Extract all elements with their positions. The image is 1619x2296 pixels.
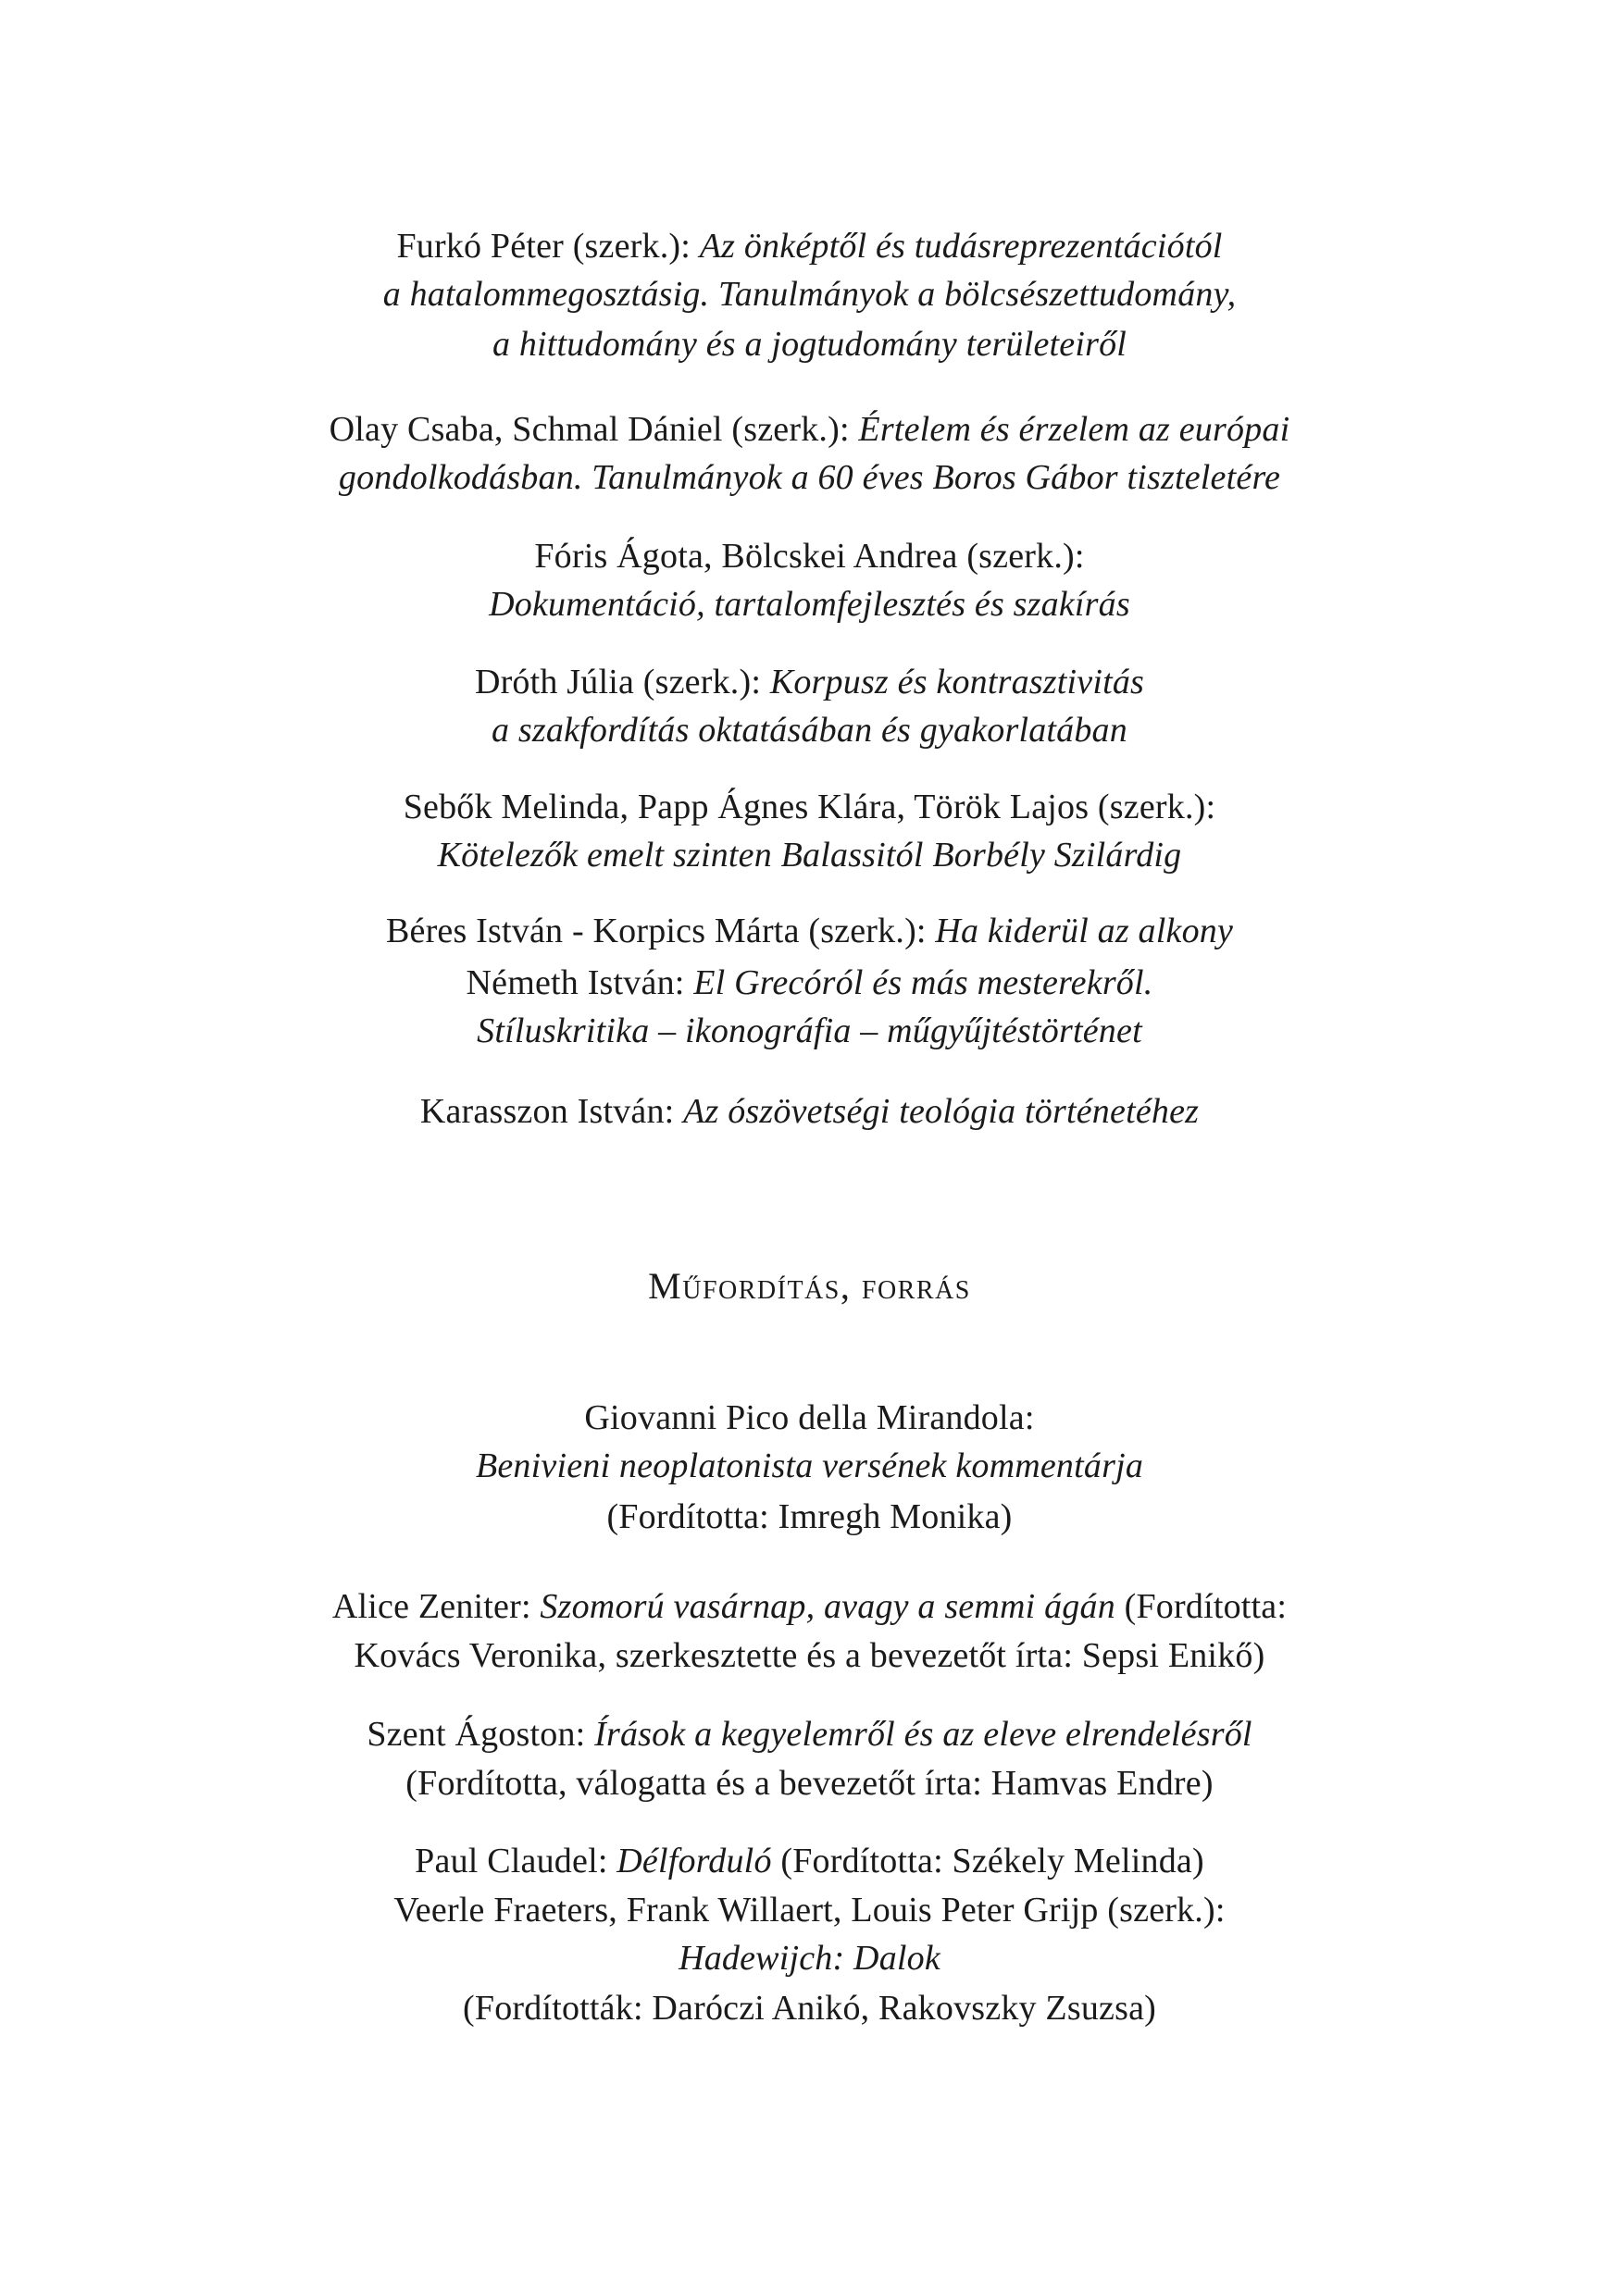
book-author: Veerle Fraeters, Frank Willaert, Louis Peter Grijp (szerk.): xyxy=(393,1891,1226,1930)
entry-line xyxy=(0,831,1619,879)
book-author: Paul Claudel: xyxy=(415,1842,617,1880)
entry-line xyxy=(0,405,1619,453)
book-title: El Grecóról és más mesterekről. xyxy=(693,963,1153,1002)
book-title: Kötelezők emelt szinten Balassitól Borbély Szilárdig xyxy=(437,836,1182,875)
book-title: Írások a kegyelemről és az eleve elrendelésről xyxy=(594,1715,1252,1754)
book-title: Az ószövetségi teológia történetéhez xyxy=(683,1092,1200,1131)
book-author: Fóris Ágota, Bölcskei Andrea (szerk.): xyxy=(534,537,1085,576)
entry-line xyxy=(0,270,1619,318)
book-author: Karasszon István: xyxy=(419,1092,684,1131)
entry-line xyxy=(0,907,1619,955)
translator-note: (Fordította: xyxy=(1115,1587,1288,1626)
entry-line xyxy=(0,783,1619,831)
entry-line xyxy=(0,959,1619,1007)
book-author: Béres István - Korpics Márta (szerk.): xyxy=(385,912,936,950)
translator-note: (Fordította, válogatta és a bevezetőt írta: Hamvas Endre) xyxy=(405,1764,1214,1803)
entry-line xyxy=(0,1493,1619,1541)
book-title: a szakfordítás oktatásában és gyakorlatában xyxy=(492,711,1127,750)
book-author: Németh István: xyxy=(466,963,694,1002)
entry-line xyxy=(0,320,1619,368)
book-title: gondolkodásban. Tanulmányok a 60 éves Boros Gábor tiszteletére xyxy=(338,458,1281,497)
translator-note: (Fordította: Székely Melinda) xyxy=(771,1842,1204,1880)
entry-line xyxy=(0,658,1619,706)
entry-line xyxy=(0,580,1619,628)
section-heading: Műfordítás, forrás xyxy=(648,1265,971,1307)
entry-line xyxy=(0,532,1619,580)
book-title: Hadewijch: Dalok xyxy=(679,1939,940,1978)
book-title: Ha kiderül az alkony xyxy=(935,912,1234,950)
entry-line xyxy=(0,1984,1619,2032)
entry-line xyxy=(0,1710,1619,1758)
book-author: Alice Zeniter: xyxy=(331,1587,541,1626)
translator-note: (Fordította: Imregh Monika) xyxy=(606,1497,1013,1536)
book-title: Stíluskritika – ikonográfia – műgyűjtéstörténet xyxy=(477,1011,1142,1050)
book-title: a hatalommegosztásig. Tanulmányok a bölcsészettudomány, xyxy=(382,275,1237,314)
book-title: Délforduló xyxy=(616,1842,772,1880)
book-author: Giovanni Pico della Mirandola: xyxy=(584,1398,1035,1437)
translator-note: (Fordították: Daróczi Anikó, Rakovszky Zsuzsa) xyxy=(463,1989,1156,2028)
entry-line xyxy=(0,453,1619,502)
book-author: Olay Csaba, Schmal Dániel (szerk.): xyxy=(329,410,859,449)
entry-line xyxy=(0,1934,1619,1982)
translator-note: Kovács Veronika, szerkesztette és a bevezetőt írta: Sepsi Enikő) xyxy=(354,1636,1265,1675)
entry-line xyxy=(0,1759,1619,1807)
book-author: Furkó Péter (szerk.): xyxy=(396,227,700,266)
book-title: Benivieni neoplatonista versének kommentárja xyxy=(475,1446,1144,1485)
entry-line xyxy=(0,1837,1619,1885)
entry-line xyxy=(0,706,1619,754)
entry-line xyxy=(0,1394,1619,1442)
book-author: Dróth Júlia (szerk.): xyxy=(474,663,770,701)
book-title: Az önképtől és tudásreprezentációtól xyxy=(699,227,1223,266)
book-title: Dokumentáció, tartalomfejlesztés és szakírás xyxy=(489,585,1130,624)
entry-line xyxy=(0,1007,1619,1055)
book-title: a hittudomány és a jogtudomány területeiről xyxy=(492,325,1127,364)
entry-line xyxy=(0,1582,1619,1631)
book-title: Szomorú vasárnap, avagy a semmi ágán xyxy=(540,1587,1115,1626)
book-author: Szent Ágoston: xyxy=(367,1715,595,1754)
book-author: Sebők Melinda, Papp Ágnes Klára, Török Lajos (szerk.): xyxy=(403,788,1216,826)
entry-line xyxy=(0,1087,1619,1136)
book-title: Korpusz és kontrasztivitás xyxy=(769,663,1145,701)
entry-line xyxy=(0,1442,1619,1490)
entry-line xyxy=(0,1886,1619,1934)
book-title: Értelem és érzelem az európai xyxy=(858,410,1290,449)
entry-line xyxy=(0,222,1619,270)
entry-line xyxy=(0,1632,1619,1680)
